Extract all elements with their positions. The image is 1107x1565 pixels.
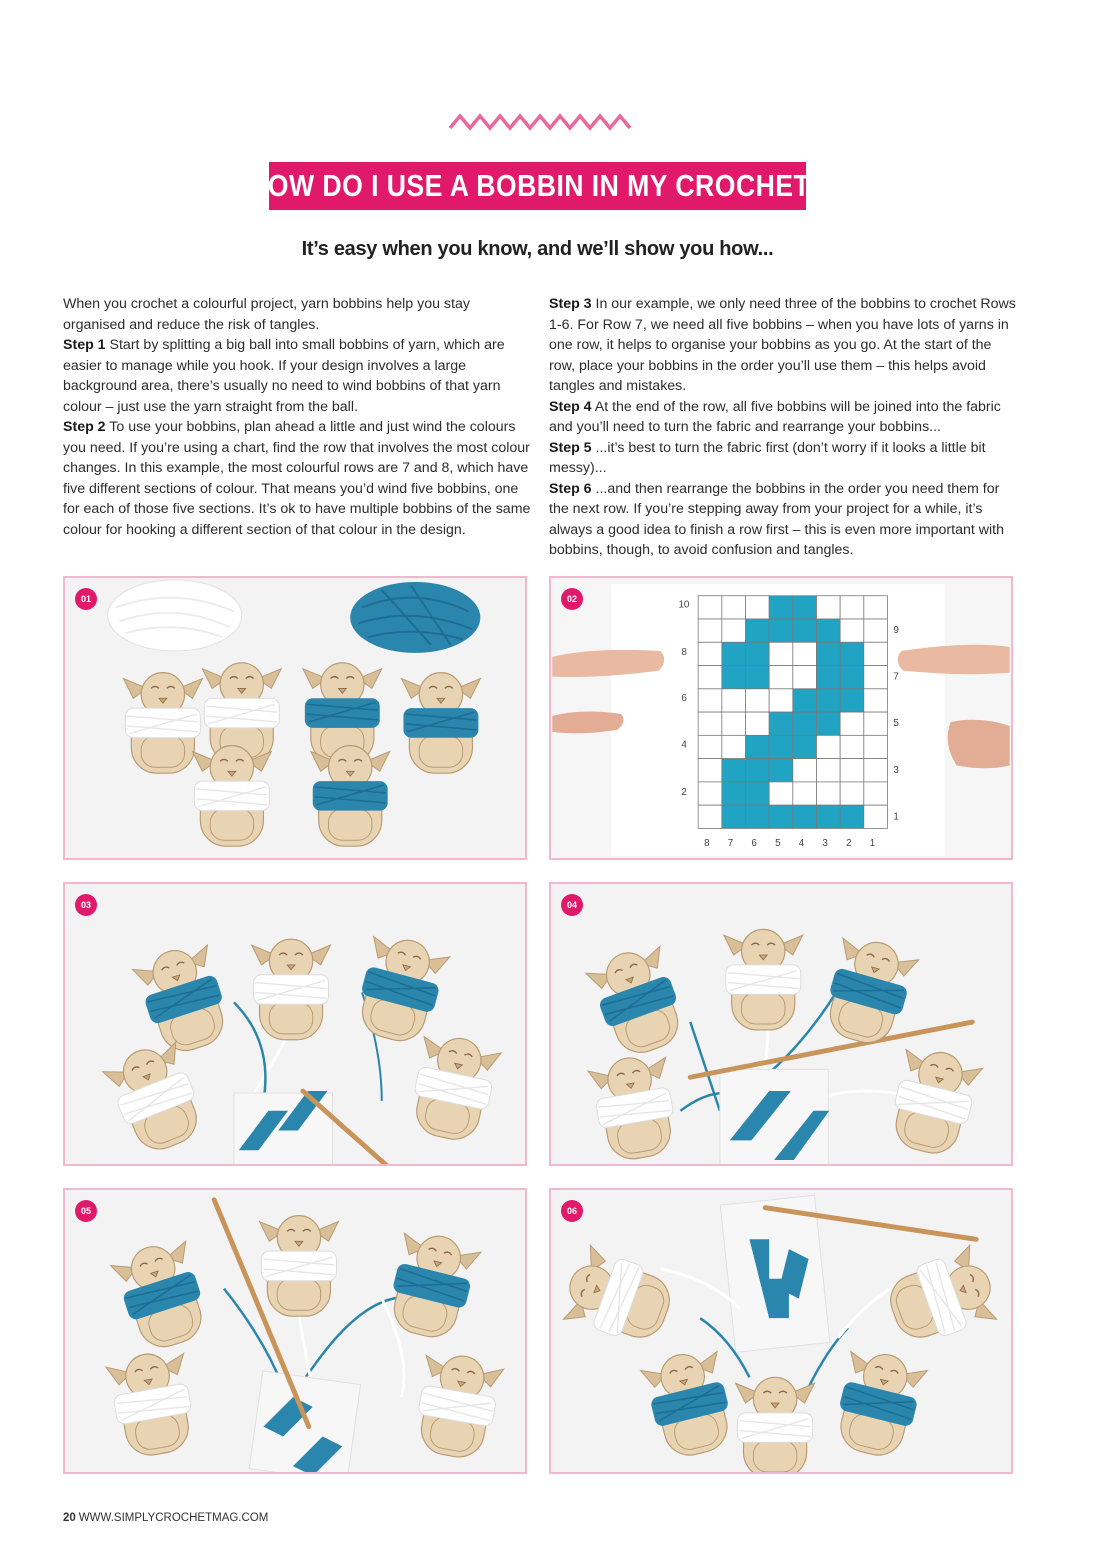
right-text-column (549, 294, 1019, 561)
chart-cell-empty (698, 666, 722, 689)
chart-cell-empty (793, 642, 817, 665)
chart-cell-filled (793, 619, 817, 642)
step-2-paragraph: Step 2 To use your bobbins, plan ahead a little and just wind the colours you need. If you’re using a chart, find the row that involves the most colour changes. In this example, the most colourful rows are 7 and 8, which have five different sections of colour. That means you’d wind five bobbins, one for each of those five sections. It’s ok to have multiple bobbins of the same colour for hooking a different section of that colour in the design. (63, 419, 531, 538)
chart-row-label: 2 (681, 786, 687, 798)
chart-cell-empty (746, 596, 770, 619)
title-banner (248, 162, 827, 210)
chart-cell-filled (840, 689, 864, 712)
photo-step-02 (549, 576, 1013, 860)
chart-cell-filled (746, 735, 770, 758)
photo-number-badge: 03 (75, 894, 97, 916)
bobbins-and-yarn-image (65, 578, 525, 858)
chart-cell-empty (698, 782, 722, 805)
chart-cell-filled (840, 805, 864, 828)
chart-cell-filled (769, 712, 793, 735)
photo-step-03 (63, 882, 527, 1166)
left-text-column (63, 294, 533, 540)
chart-cell-empty (793, 759, 817, 782)
chart-cell-filled (793, 712, 817, 735)
chart-cell-empty (864, 805, 888, 828)
chart-cell-filled (816, 619, 840, 642)
chart-cell-filled (746, 619, 770, 642)
chart-cell-empty (722, 735, 746, 758)
chart-column-label: 4 (798, 838, 805, 850)
chart-cell-empty (769, 782, 793, 805)
page-subtitle: It’s easy when you know, and we’ll show you how... (301, 238, 774, 260)
chart-cell-empty (840, 712, 864, 735)
chart-column-label: 8 (704, 838, 710, 850)
chart-cell-filled (769, 805, 793, 828)
step-1-label: Step 1 (63, 337, 106, 353)
chart-cell-empty (840, 619, 864, 642)
intro-paragraph: When you crochet a colourful project, yarn bobbins help you stay organised and reduce the risk of tangles. (63, 296, 470, 333)
chart-cell-empty (722, 619, 746, 642)
step-5-label: Step 5 (549, 439, 592, 456)
chart-column-label: 7 (727, 838, 734, 850)
chart-cell-empty (816, 782, 840, 805)
chart-cell-empty (769, 689, 793, 712)
chart-cell-empty (864, 689, 888, 712)
chart-cell-filled (769, 596, 793, 619)
chart-column-label: 2 (846, 838, 852, 850)
chart-cell-empty (864, 712, 888, 735)
chart-cell-empty (840, 735, 864, 758)
page-footer (63, 1512, 268, 1524)
step-3-label: Step 3 (549, 296, 592, 312)
colour-chart-image (551, 578, 1011, 858)
chart-cell-filled (722, 642, 746, 665)
chart-cell-filled (769, 619, 793, 642)
chart-cell-filled (840, 666, 864, 689)
chart-cell-empty (840, 782, 864, 805)
chart-cell-filled (769, 759, 793, 782)
photo-number-badge: 04 (561, 894, 583, 916)
chart-cell-filled (722, 805, 746, 828)
chart-cell-filled (722, 759, 746, 782)
chart-cell-empty (816, 735, 840, 758)
chart-row-label: 4 (681, 739, 687, 751)
chart-cell-empty (864, 642, 888, 665)
chart-cell-filled (816, 689, 840, 712)
step-1-paragraph: Step 1 Start by splitting a big ball into small bobbins of yarn, which are easier to manage while you hook. If your design involves a large background area, there’s usually no need to wind bobbins of that yarn colour – just use the yarn straight from the ball. (63, 337, 505, 415)
rearranged-bobbins-image (551, 1190, 1011, 1472)
chart-row-label: 10 (678, 599, 690, 611)
chart-cell-empty (698, 596, 722, 619)
chart-cell-empty (746, 689, 770, 712)
chart-cell-empty (722, 712, 746, 735)
chart-cell-empty (816, 759, 840, 782)
chart-cell-empty (769, 642, 793, 665)
chart-column-label: 3 (822, 838, 828, 850)
chart-cell-empty (864, 596, 888, 619)
chart-cell-filled (746, 642, 770, 665)
chart-cell-filled (840, 642, 864, 665)
chart-cell-empty (816, 596, 840, 619)
chart-cell-empty (769, 666, 793, 689)
chart-column-label: 1 (869, 838, 876, 850)
chart-row-label: 8 (681, 646, 687, 658)
chart-cell-empty (698, 689, 722, 712)
photo-step-04 (549, 882, 1013, 1166)
photo-number-badge: 02 (561, 588, 583, 610)
turned-fabric-image (65, 1190, 525, 1472)
chart-cell-filled (816, 642, 840, 665)
chart-cell-empty (793, 666, 817, 689)
chart-cell-filled (793, 805, 817, 828)
step-5-paragraph: Step 5 ...it’s best to turn the fabric first (don’t worry if it looks a little bit messy)... (549, 439, 986, 476)
chart-row-label: 1 (893, 811, 899, 823)
page-title: HOW DO I USE A BOBBIN IN MY CROCHET? (248, 168, 827, 203)
footer-url: WWW.SIMPLYCROCHETMAG.COM (78, 1512, 269, 1524)
chart-cell-filled (793, 596, 817, 619)
step-6-label: Step 6 (549, 480, 592, 497)
chart-column-label: 5 (775, 838, 781, 850)
chart-row-label: 3 (893, 765, 899, 777)
chart-cell-empty (840, 759, 864, 782)
chart-cell-filled (746, 759, 770, 782)
photo-step-01 (63, 576, 527, 860)
photo-number-badge: 06 (561, 1200, 583, 1222)
step-4-label: Step 4 (549, 398, 592, 415)
chart-cell-filled (746, 782, 770, 805)
page-number: 20 (63, 1512, 76, 1524)
step-3-paragraph: Step 3 In our example, we only need three of the bobbins to crochet Rows 1-6. For Row 7, we need all five bobbins – when you have lots of yarns in one row, it helps to organise your bobbins as you go. At the start of the row, place your bobbins in the order you’ll use them – this helps avoid tangles and mistakes. (549, 296, 1016, 394)
chart-cell-empty (864, 782, 888, 805)
bobbins-start-of-row-image (65, 884, 525, 1164)
chart-column-label: 6 (751, 838, 757, 850)
step-4-paragraph: Step 4 At the end of the row, all five bobbins will be joined into the fabric and you’ll need to turn the fabric and rearrange your bobbins... (549, 398, 1001, 435)
chart-row-label: 6 (681, 693, 687, 705)
chart-row-label: 7 (893, 671, 899, 683)
photo-number-badge: 05 (75, 1200, 97, 1222)
chart-cell-empty (864, 735, 888, 758)
chart-cell-filled (722, 782, 746, 805)
chart-cell-filled (816, 712, 840, 735)
chart-cell-empty (864, 759, 888, 782)
chart-cell-filled (793, 689, 817, 712)
chart-cell-empty (793, 782, 817, 805)
bobbins-end-of-row-image (551, 884, 1011, 1164)
step-6-paragraph: Step 6 ...and then rearrange the bobbins in the order you need them for the next row. If you’re stepping away from your project for a while, it’s always a good idea to finish a row first – this is even more important with bobbins, though, to avoid confusion and tangles. (549, 480, 1004, 558)
photo-number-badge: 01 (75, 588, 97, 610)
chart-cell-filled (769, 735, 793, 758)
chart-cell-empty (698, 759, 722, 782)
chart-row-label: 9 (893, 625, 899, 637)
chart-cell-empty (840, 596, 864, 619)
chart-cell-filled (793, 735, 817, 758)
chart-row-label: 5 (893, 717, 899, 729)
chart-cell-empty (698, 712, 722, 735)
step-2-label: Step 2 (63, 419, 106, 435)
photo-step-05 (63, 1188, 527, 1474)
chart-cell-filled (816, 666, 840, 689)
chart-grid (698, 596, 887, 829)
chart-cell-empty (722, 689, 746, 712)
chart-cell-empty (698, 735, 722, 758)
chart-cell-empty (864, 619, 888, 642)
zigzag-decoration (448, 112, 632, 132)
photo-step-06 (549, 1188, 1013, 1474)
chart-cell-empty (698, 619, 722, 642)
chart-cell-filled (816, 805, 840, 828)
chart-cell-empty (722, 596, 746, 619)
chart-cell-filled (746, 666, 770, 689)
chart-cell-filled (722, 666, 746, 689)
chart-cell-empty (698, 805, 722, 828)
chart-cell-empty (746, 712, 770, 735)
chart-cell-empty (698, 642, 722, 665)
chart-cell-empty (864, 666, 888, 689)
chart-cell-filled (746, 805, 770, 828)
